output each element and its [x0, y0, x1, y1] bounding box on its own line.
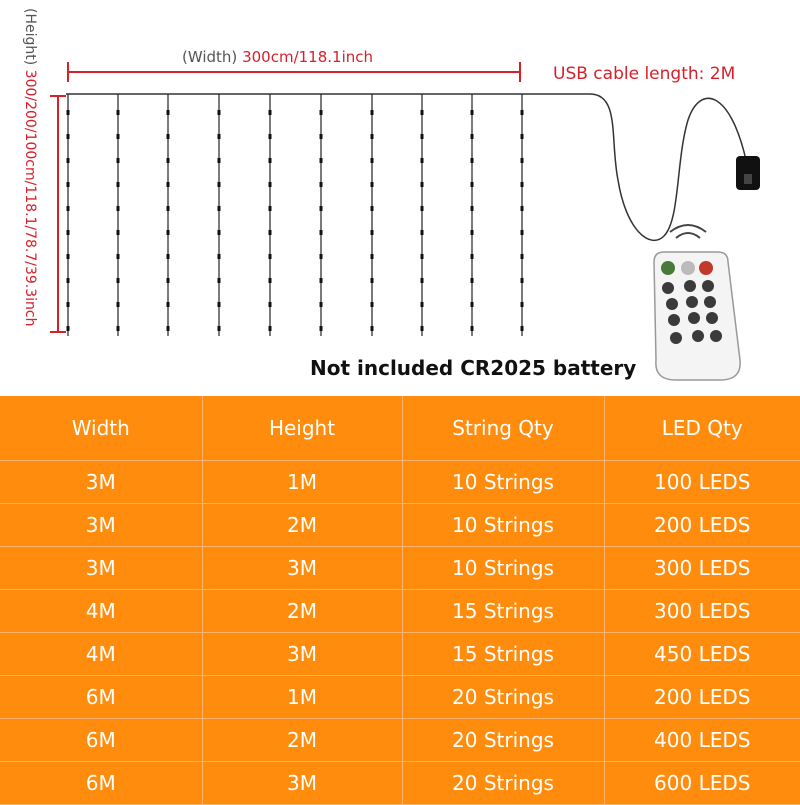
header-string-qty: String Qty: [402, 396, 604, 461]
cell-string-qty: 10 Strings: [402, 504, 604, 547]
spec-table: [0, 396, 800, 805]
height-dimension-line: [50, 96, 66, 332]
led-string: [320, 94, 323, 336]
led-string: [521, 94, 524, 336]
cell-width: 4M: [0, 590, 202, 633]
remote-key: [666, 298, 678, 310]
cell-string-qty: 20 Strings: [402, 762, 604, 805]
remote-key: [702, 280, 714, 292]
cell-string-qty: 20 Strings: [402, 719, 604, 762]
cell-height: 1M: [202, 461, 402, 504]
led-string: [167, 94, 170, 336]
width-label-value: 300cm/118.1inch: [242, 48, 373, 66]
cell-width: 3M: [0, 461, 202, 504]
remote-key: [688, 312, 700, 324]
remote-key: [662, 282, 674, 294]
table-row: [0, 762, 800, 805]
cell-height: 3M: [202, 547, 402, 590]
cell-string-qty: 10 Strings: [402, 547, 604, 590]
remote-key: [692, 330, 704, 342]
cell-led-qty: 300 LEDS: [604, 547, 800, 590]
table-row: [0, 676, 800, 719]
cell-height: 3M: [202, 762, 402, 805]
cell-width: 6M: [0, 676, 202, 719]
usb-cable-label: USB cable length: 2M: [553, 64, 736, 84]
cell-width: 6M: [0, 762, 202, 805]
cell-led-qty: 100 LEDS: [604, 461, 800, 504]
width-label-prefix: (Width): [182, 48, 238, 66]
table-row: [0, 633, 800, 676]
led-string: [67, 94, 70, 336]
cell-led-qty: 600 LEDS: [604, 762, 800, 805]
cell-string-qty: 15 Strings: [402, 633, 604, 676]
remote-key: [684, 280, 696, 292]
cell-height: 3M: [202, 633, 402, 676]
remote-key: [670, 332, 682, 344]
header-led-qty: LED Qty: [604, 396, 800, 461]
cell-string-qty: 15 Strings: [402, 590, 604, 633]
table-header-row: [0, 396, 800, 461]
height-label-prefix: (Height): [22, 8, 38, 66]
cell-led-qty: 400 LEDS: [604, 719, 800, 762]
table-row: [0, 504, 800, 547]
cell-height: 2M: [202, 504, 402, 547]
led-string: [371, 94, 374, 336]
remote-control-icon: [654, 252, 740, 380]
remote-key: [668, 314, 680, 326]
led-string: [117, 94, 120, 336]
wireless-signal-icon: [670, 225, 706, 238]
remote-key: [706, 312, 718, 324]
width-label: [182, 48, 373, 66]
led-string: [471, 94, 474, 336]
header-height: Height: [202, 396, 402, 461]
led-string: [421, 94, 424, 336]
table-row: [0, 461, 800, 504]
cell-width: 6M: [0, 719, 202, 762]
cell-led-qty: 300 LEDS: [604, 590, 800, 633]
cell-string-qty: 20 Strings: [402, 676, 604, 719]
remote-key: [704, 296, 716, 308]
cell-led-qty: 200 LEDS: [604, 504, 800, 547]
header-width: Width: [0, 396, 202, 461]
led-string: [269, 94, 272, 336]
battery-note: Not included CR2025 battery: [310, 356, 637, 380]
height-label: [22, 8, 38, 327]
cell-height: 1M: [202, 676, 402, 719]
cell-string-qty: 10 Strings: [402, 461, 604, 504]
curtain-light-diagram: [0, 0, 800, 396]
cell-width: 3M: [0, 547, 202, 590]
cell-led-qty: 450 LEDS: [604, 633, 800, 676]
cell-led-qty: 200 LEDS: [604, 676, 800, 719]
cell-height: 2M: [202, 719, 402, 762]
table-row: [0, 590, 800, 633]
remote-key: [710, 330, 722, 342]
height-label-value: 300/200/100cm/118.1/78.7/39.3inch: [22, 69, 38, 327]
cell-width: 4M: [0, 633, 202, 676]
remote-key: [686, 296, 698, 308]
led-strings: [67, 94, 524, 336]
table-row: [0, 719, 800, 762]
led-string: [218, 94, 221, 336]
cell-height: 2M: [202, 590, 402, 633]
table-row: [0, 547, 800, 590]
usb-plug-icon: [736, 156, 760, 190]
cell-width: 3M: [0, 504, 202, 547]
